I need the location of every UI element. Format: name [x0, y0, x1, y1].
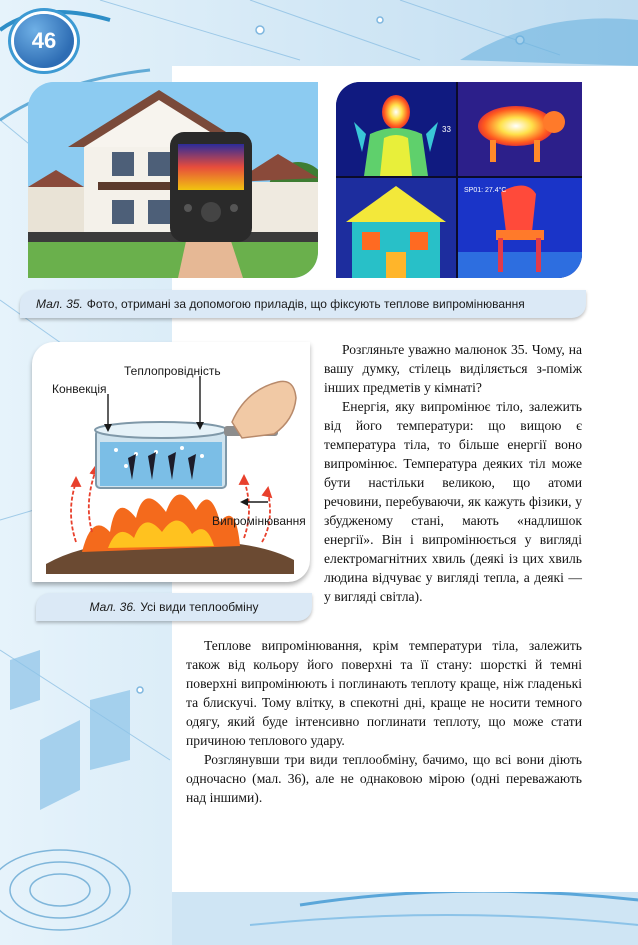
paragraph-4: Розглянувши три види теплообміну, бачимо, що всі вони діють одночасно (мал. 36), але не однаковою мірою (одні переважають над іншими).: [186, 752, 582, 805]
heat-transfer-diagram: [32, 342, 310, 582]
page-number: 46: [14, 14, 74, 68]
paragraph-1: Розгляньте уважно малюнок 35. Чому, на вашу думку, стілець виділяється з-поміж інших предметів у кімнаті?: [324, 342, 582, 395]
thermal-images-grid: [336, 82, 582, 278]
label-radiation: Випромінювання: [212, 514, 306, 528]
figure-35-label: Мал. 35.: [36, 297, 83, 311]
figure-36-label: Мал. 36.: [89, 600, 137, 614]
text-column: [324, 340, 582, 606]
thermal-readout-chair: SP01: 27.4°C: [464, 187, 507, 194]
paragraph-2: Енергія, яку випромінює тіло, залежить від його температури: що вищою є температура тіла, то більше енергії воно випромінює. Температура деяких тіл може бути настільки великою, що атоми речовини, перебуваючи, як кажуть фізики, у збудженому стані, мають «надлишок енергії». Він і випромінюється у вигляді електромагнітних хвиль (деякі із цих хвиль людина відчуває у вигляді тепла, а деякі — у вигляді світла).: [324, 399, 582, 604]
label-convection: Конвекція: [52, 382, 107, 396]
thermal-readout-person: 33: [442, 125, 451, 134]
figure-35-caption-text: Фото, отримані за допомогою приладів, що фіксують теплове випромінювання: [86, 297, 525, 311]
thermal-camera-house-photo: [28, 82, 318, 278]
text-body: [186, 636, 582, 807]
paragraph-3: Теплове випромінювання, крім температури тіла, залежить також від кольору його поверхні та її стану: шорсткі й темні поверхні випромінюють і поглинають теплоту краще, ніж гладенькі та блискучі. Тому влітку, в спекотні дні, краще не носити темного одягу, який буде інтенсивно поглинати теплоту, що може стати причиною теплового удару.: [186, 638, 582, 748]
label-conduction: Теплопровідність: [124, 364, 221, 378]
figure-36-caption-text: Усі види теплообміну: [140, 600, 259, 614]
figure-36-caption: [36, 593, 312, 621]
figure-35-caption: [20, 290, 586, 318]
